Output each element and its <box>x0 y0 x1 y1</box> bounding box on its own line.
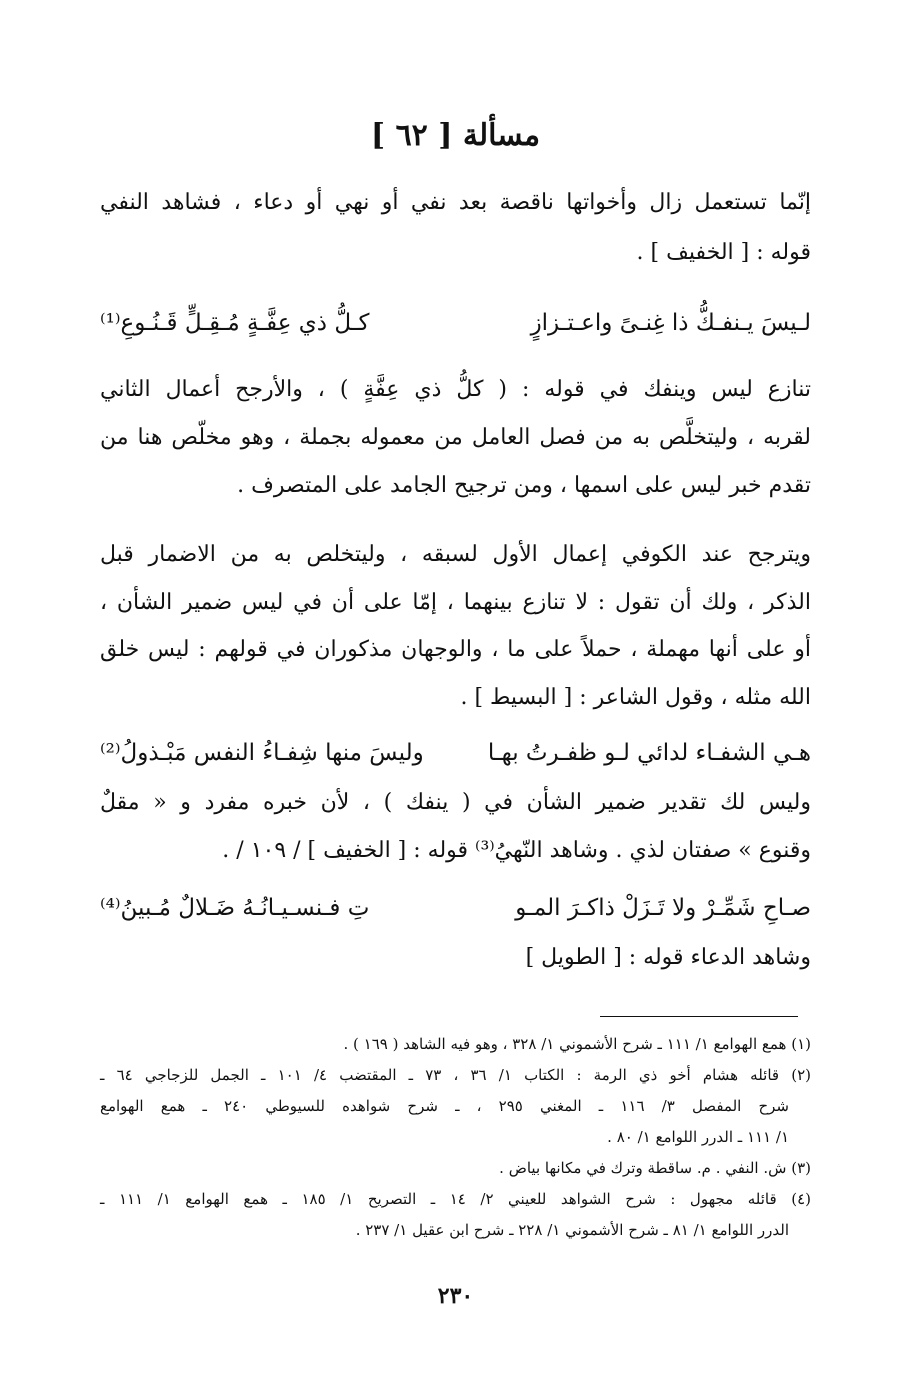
paragraph-2-line-3: أو على أنها مهملة ، حملاً على ما ، والوجهان مذكوران في قولهم : ليس خلق <box>100 637 811 662</box>
paragraph-2-line-4: الله مثله ، وقول الشاعر : [ البسيط ] . <box>460 685 811 710</box>
verse-1-first-hemistich: لـيسَ يـنفـكُّ ذا غِنـىً واعـتـزازٍ <box>530 310 811 336</box>
paragraph-3-line-1: وليس لك تقدير ضمير الشأن في ( ينفك ) ، لأن خبره مفرد و « مقلٌ <box>100 790 811 815</box>
footnote-2-line-3: ١/ ١١١ ـ الدرر اللوامع ١/ ٨٠ . <box>607 1128 789 1146</box>
paragraph-4-line-1: وشاهد الدعاء قوله : [ الطويل ] <box>525 945 811 970</box>
footnote-2-line-2: شرح المفصل ٣/ ١١٦ ـ المغني ٢٩٥ ، ـ شرح شواهده للسيوطي ٢٤٠ ـ همع الهوامع <box>100 1097 789 1115</box>
paragraph-1-line-3: تقدم خبر ليس على اسمها ، ومن ترجيح الجامد على المتصرف . <box>237 473 811 498</box>
paragraph-1-line-1: تنازع ليس وينفك في قوله : ( كلُّ ذي عِفَّةٍ ) ، والأرجح أعمال الثاني <box>100 377 811 402</box>
verse-2-second-hemistich: وليسَ منها شِفـاءُ النفس مَبْـذولُ⁽²⁾ <box>100 740 424 766</box>
footnote-3: (٣) ش. النفي . م. ساقطة وترك في مكانها بياض . <box>499 1159 811 1177</box>
footnote-separator <box>600 1016 798 1017</box>
verse-2-first-hemistich: هـي الشفـاء لدائي لـو ظفـرتُ بهـا <box>487 740 811 766</box>
intro-line-1: إنّما تستعمل زال وأخواتها ناقصة بعد نفي أو نهي أو دعاء ، فشاهد النفي <box>100 190 811 215</box>
footnote-4-line-2: الدرر اللوامع ١/ ٨١ ـ شرح الأشموني ١/ ٢٢٨ ـ شرح ابن عقيل ١/ ٢٣٧ . <box>355 1221 789 1239</box>
footnote-2-line-1: (٢) قائله هشام أخو ذي الرمة : الكتاب ١/ ٣٦ ، ٧٣ ـ المقتضب ٤/ ١٠١ ـ الجمل للزجاجي ٦٤ ـ <box>100 1066 812 1084</box>
footnote-1: (١) همع الهوامع ١/ ١١١ ـ شرح الأشموني ١/ ٣٢٨ ، وهو فيه الشاهد ( ١٦٩ ) . <box>343 1035 811 1053</box>
verse-3-second-hemistich: تِ فـنسـيـانُـهُ ضَـلالٌ مُـبينُ⁽⁴⁾ <box>100 895 370 921</box>
paragraph-2-line-2: الذكر ، ولك أن تقول : لا تنازع بينهما ، إمّا على أن في ليس ضمير الشأن ، <box>100 590 811 615</box>
verse-1-second-hemistich: كـلُّ ذي عِفَّـةٍ مُـقِـلٍّ قَـنُـوعِ⁽¹⁾ <box>100 310 370 336</box>
page-number: ٢٣٠ <box>437 1283 474 1309</box>
paragraph-1-line-2: لقربه ، وليتخلَّص به من فصل العامل من معموله بجملة ، وهو مخلّص هنا من <box>100 425 811 450</box>
intro-line-2: قوله : [ الخفيف ] . <box>636 240 811 265</box>
paragraph-2-line-1: ويترجح عند الكوفي إعمال الأول لسبقه ، وليتخلص به من الاضمار قبل <box>100 542 811 567</box>
footnote-4-line-1: (٤) قائله مجهول : شرح الشواهد للعيني ٢/ ١٤ ـ التصريح ١/ ١٨٥ ـ همع الهوامع ١/ ١١١ ـ <box>100 1190 811 1208</box>
verse-3-first-hemistich: صـاحِ شَمِّـرْ ولا تَـزَلْ ذاكـرَ المـو <box>515 895 811 921</box>
page-title: مسألة [ ٦٢ ] <box>370 118 541 153</box>
paragraph-3-line-2: وقنوع » صفتان لذي . وشاهد النّهيُ⁽³⁾ قوله : [ الخفيف ] / ١٠٩ / . <box>222 838 811 863</box>
